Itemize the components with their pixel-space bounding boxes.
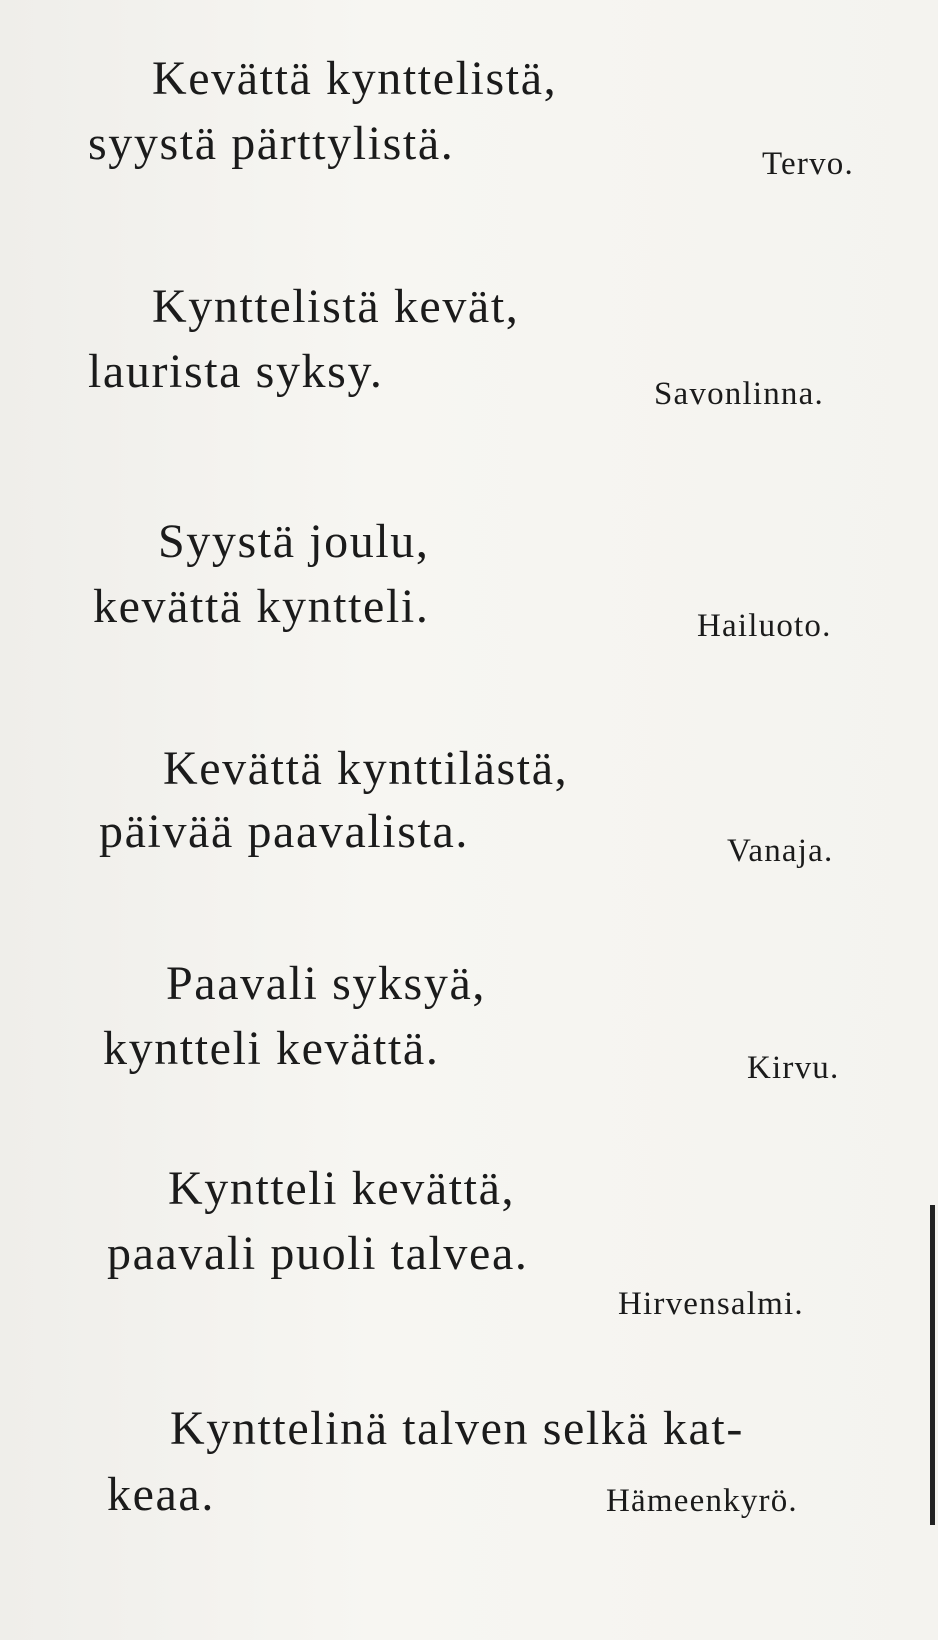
- proverb-4-line-2: päivää paavalista.: [99, 805, 469, 858]
- proverb-4-line-1: Kevättä kynttilästä,: [163, 742, 569, 795]
- proverb-2-line-1: Kynttelistä kevät,: [152, 280, 520, 333]
- proverb-1-line-2: syystä pärttylistä.: [88, 117, 455, 170]
- proverb-6-place: Hirvensalmi.: [618, 1286, 804, 1322]
- proverb-6-line-1: Kyntteli kevättä,: [168, 1162, 516, 1215]
- proverb-5-place: Kirvu.: [747, 1050, 840, 1086]
- page-edge-rule: [930, 1205, 935, 1525]
- proverb-6-line-2: paavali puoli talvea.: [107, 1227, 529, 1280]
- proverb-7-line-2: keaa.: [107, 1468, 215, 1521]
- proverb-7-place: Hämeenkyrö.: [606, 1483, 798, 1519]
- proverb-7-line-1: Kynttelinä talven selkä kat-: [170, 1402, 744, 1455]
- proverb-1-line-1: Kevättä kynttelistä,: [152, 52, 558, 105]
- proverb-5-line-1: Paavali syksyä,: [166, 957, 486, 1010]
- proverb-4-place: Vanaja.: [727, 833, 834, 869]
- proverb-1-place: Tervo.: [762, 146, 854, 182]
- proverb-2-place: Savonlinna.: [654, 376, 824, 412]
- proverb-5-line-2: kyntteli kevättä.: [103, 1022, 440, 1075]
- proverb-3-place: Hailuoto.: [697, 608, 832, 644]
- proverb-3-line-2: kevättä kyntteli.: [93, 580, 430, 633]
- proverb-2-line-2: laurista syksy.: [88, 345, 384, 398]
- proverb-3-line-1: Syystä joulu,: [158, 515, 430, 568]
